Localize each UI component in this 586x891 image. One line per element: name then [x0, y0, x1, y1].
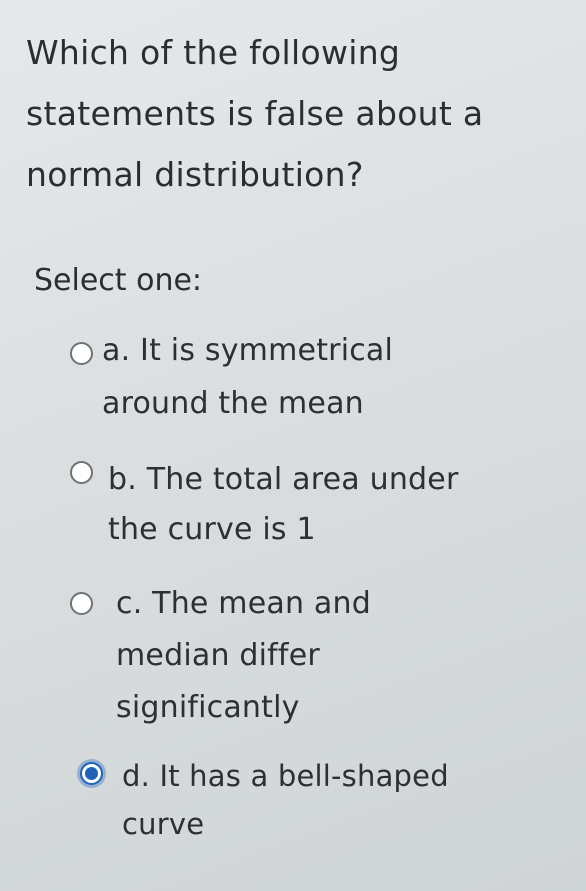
option-d[interactable]: [0, 752, 586, 862]
option-b[interactable]: [0, 455, 586, 565]
option-a[interactable]: [0, 320, 586, 430]
select-one-label: Select one:: [34, 263, 203, 298]
option-c-label: c. The mean and median differ significantly: [116, 586, 371, 725]
option-c[interactable]: [0, 578, 586, 738]
option-b-label: b. The total area under the curve is 1: [108, 462, 459, 547]
option-d-label: d. It has a bell-shaped curve: [122, 759, 449, 841]
radio-button-b[interactable]: [70, 461, 93, 484]
question-text: Which of the following statements is false about a normal distribution?: [26, 33, 484, 194]
radio-button-a[interactable]: [70, 342, 93, 365]
option-a-label: a. It is symmetrical around the mean: [102, 333, 394, 421]
radio-button-d-selected[interactable]: [80, 762, 103, 785]
radio-button-c[interactable]: [70, 592, 93, 615]
